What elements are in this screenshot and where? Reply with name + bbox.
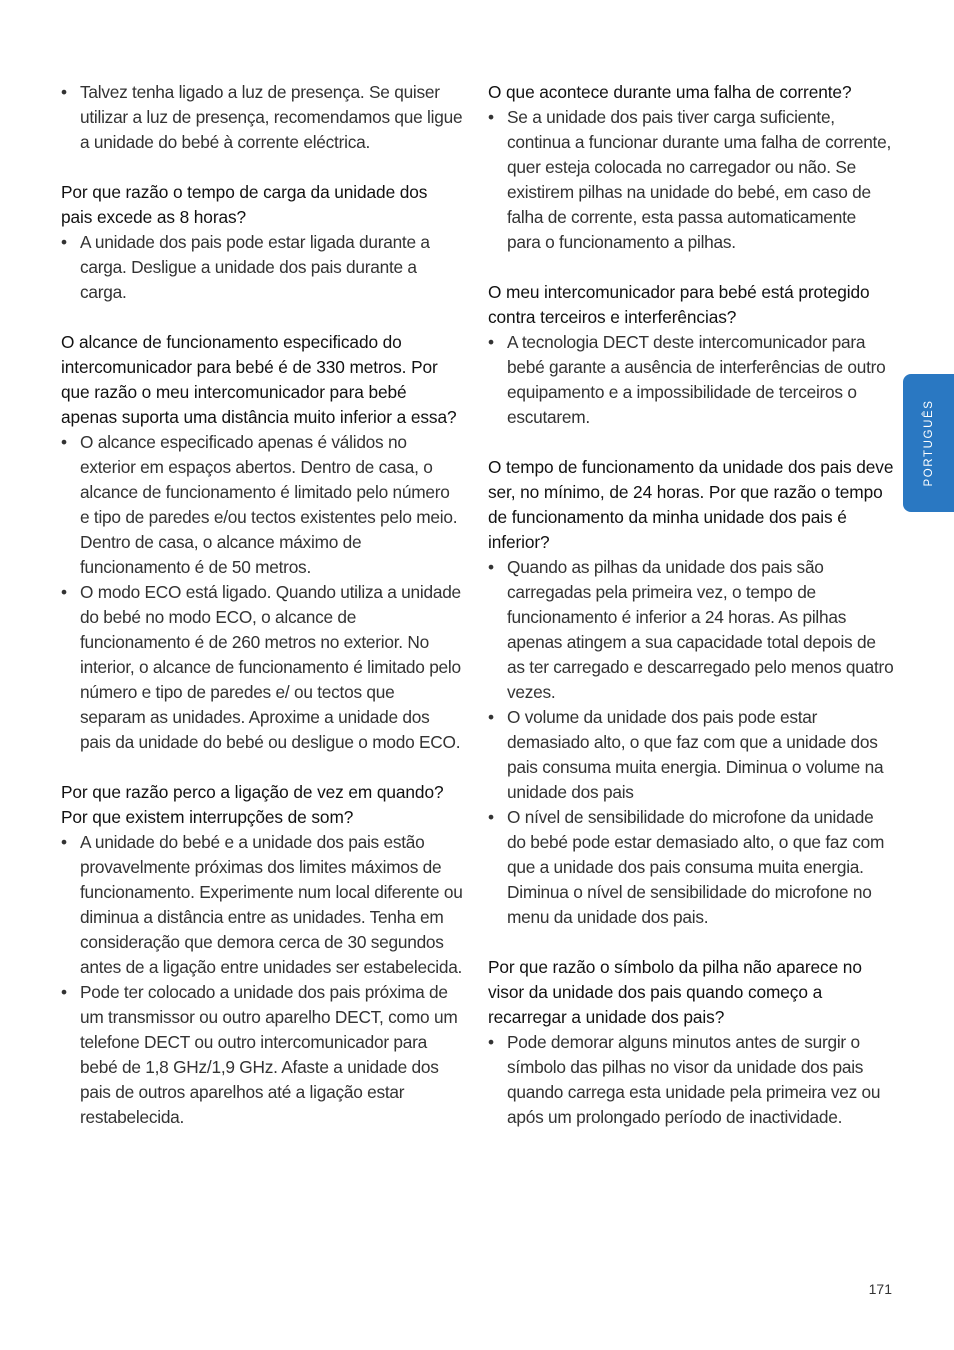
faq-answer-list: [61, 830, 463, 1130]
faq-answer-item: • O modo ECO está ligado. Quando utiliza a unidade do bebé no modo ECO, o alcance de funcionamento é de 260 metros no exterior. No interior, o alcance de funcionamento é limitado pelo número e tipo de paredes e/ ou tectos que separam as unidades. Aproxime a unidade dos pais da unidade do bebé ou desligue o modo ECO.: [61, 580, 463, 755]
faq-question: O tempo de funcionamento da unidade dos pais deve ser, no mínimo, de 24 horas. Por que razão o tempo de funcionamento da minha unidade dos pais é inferior?: [488, 457, 894, 552]
faq-question: Por que razão o tempo de carga da unidade dos pais excede as 8 horas?: [61, 182, 428, 227]
faq-question: O meu intercomunicador para bebé está protegido contra terceiros e interferências?: [488, 282, 870, 327]
faq-section: [61, 780, 463, 1130]
faq-answer-list: [488, 105, 894, 255]
faq-answer-list: [61, 430, 463, 755]
faq-answer-item: • A unidade dos pais pode estar ligada durante a carga. Desligue a unidade dos pais durante a carga.: [61, 230, 463, 305]
faq-question: Por que razão perco a ligação de vez em quando? Por que existem interrupções de som?: [61, 782, 444, 827]
faq-section: [488, 280, 894, 430]
faq-answer-item: • A tecnologia DECT deste intercomunicador para bebé garante a ausência de interferências de outro equipamento e a impossibilidade de terceiros o escutarem.: [488, 330, 894, 430]
faq-section: [488, 80, 894, 255]
right-column: [488, 80, 894, 1155]
faq-question: O alcance de funcionamento especificado do intercomunicador para bebé é de 330 metros. Por que razão o meu intercomunicador para bebé apenas suporta uma distância muito inferior a essa?: [61, 332, 457, 427]
faq-answer-item: • O volume da unidade dos pais pode estar demasiado alto, o que faz com que a unidade dos pais consuma muita energia. Diminua o volume na unidade dos pais: [488, 705, 894, 805]
faq-answer-item: • O nível de sensibilidade do microfone da unidade do bebé pode estar demasiado alto, o que faz com que a unidade dos pais consuma muita energia. Diminua o nível de sensibilidade do microfone no menu da unidade dos pais.: [488, 805, 894, 930]
faq-section: [488, 955, 894, 1130]
faq-answer-item: • Talvez tenha ligado a luz de presença. Se quiser utilizar a luz de presença, recomendamos que ligue a unidade do bebé à corrente eléctrica.: [61, 80, 463, 155]
page-number: 171: [868, 1281, 892, 1297]
faq-section: [61, 180, 463, 305]
faq-question: O que acontece durante uma falha de corrente?: [488, 82, 852, 102]
faq-section: [61, 330, 463, 755]
faq-answer-item: • A unidade do bebé e a unidade dos pais estão provavelmente próximas dos limites máximos de funcionamento. Experimente num local diferente ou diminua a distância entre as unidades. Tenha em consideração que demora cerca de 30 segundos antes de a ligação entre unidades ser estabelecida.: [61, 830, 463, 980]
faq-answer-list: [488, 555, 894, 930]
faq-answer-list: [61, 230, 463, 305]
language-tab-label: PORTUGUÊS: [922, 399, 935, 487]
faq-answer-item: • O alcance especificado apenas é válidos no exterior em espaços abertos. Dentro de casa, o alcance de funcionamento é limitado pelo número e tipo de paredes e/ou tectos existentes pelo meio. Dentro de casa, o alcance máximo de funcionamento é de 50 metros.: [61, 430, 463, 580]
faq-answer-item: • Pode demorar alguns minutos antes de surgir o símbolo das pilhas no visor da unidade dos pais quando carrega esta unidade pela primeira vez ou após um prolongado período de inactividade.: [488, 1030, 894, 1130]
faq-section: [61, 80, 463, 155]
faq-answer-item: • Pode ter colocado a unidade dos pais próxima de um transmissor ou outro aparelho DECT, como um telefone DECT ou outro intercomunicador para bebé de 1,8 GHz/1,9 GHz. Afaste a unidade dos pais de outros aparelhos até a ligação estar restabelecida.: [61, 980, 463, 1130]
faq-section: [488, 455, 894, 930]
faq-answer-list: [488, 330, 894, 430]
left-column: [61, 80, 463, 1155]
faq-answer-list: [61, 80, 463, 155]
faq-answer-list: [488, 1030, 894, 1130]
faq-answer-item: • Quando as pilhas da unidade dos pais são carregadas pela primeira vez, o tempo de funcionamento é inferior a 24 horas. As pilhas apenas atingem a sua capacidade total depois de as ter carregado e descarregado pelo menos quatro vezes.: [488, 555, 894, 705]
faq-question: Por que razão o símbolo da pilha não aparece no visor da unidade dos pais quando começo a recarregar a unidade dos pais?: [488, 957, 862, 1027]
faq-answer-item: • Se a unidade dos pais tiver carga suficiente, continua a funcionar durante uma falha de corrente, quer esteja colocada no carregador ou não. Se existirem pilhas na unidade do bebé, em caso de falha de corrente, esta passa automaticamente para o funcionamento a pilhas.: [488, 105, 894, 255]
language-tab: [903, 374, 954, 512]
